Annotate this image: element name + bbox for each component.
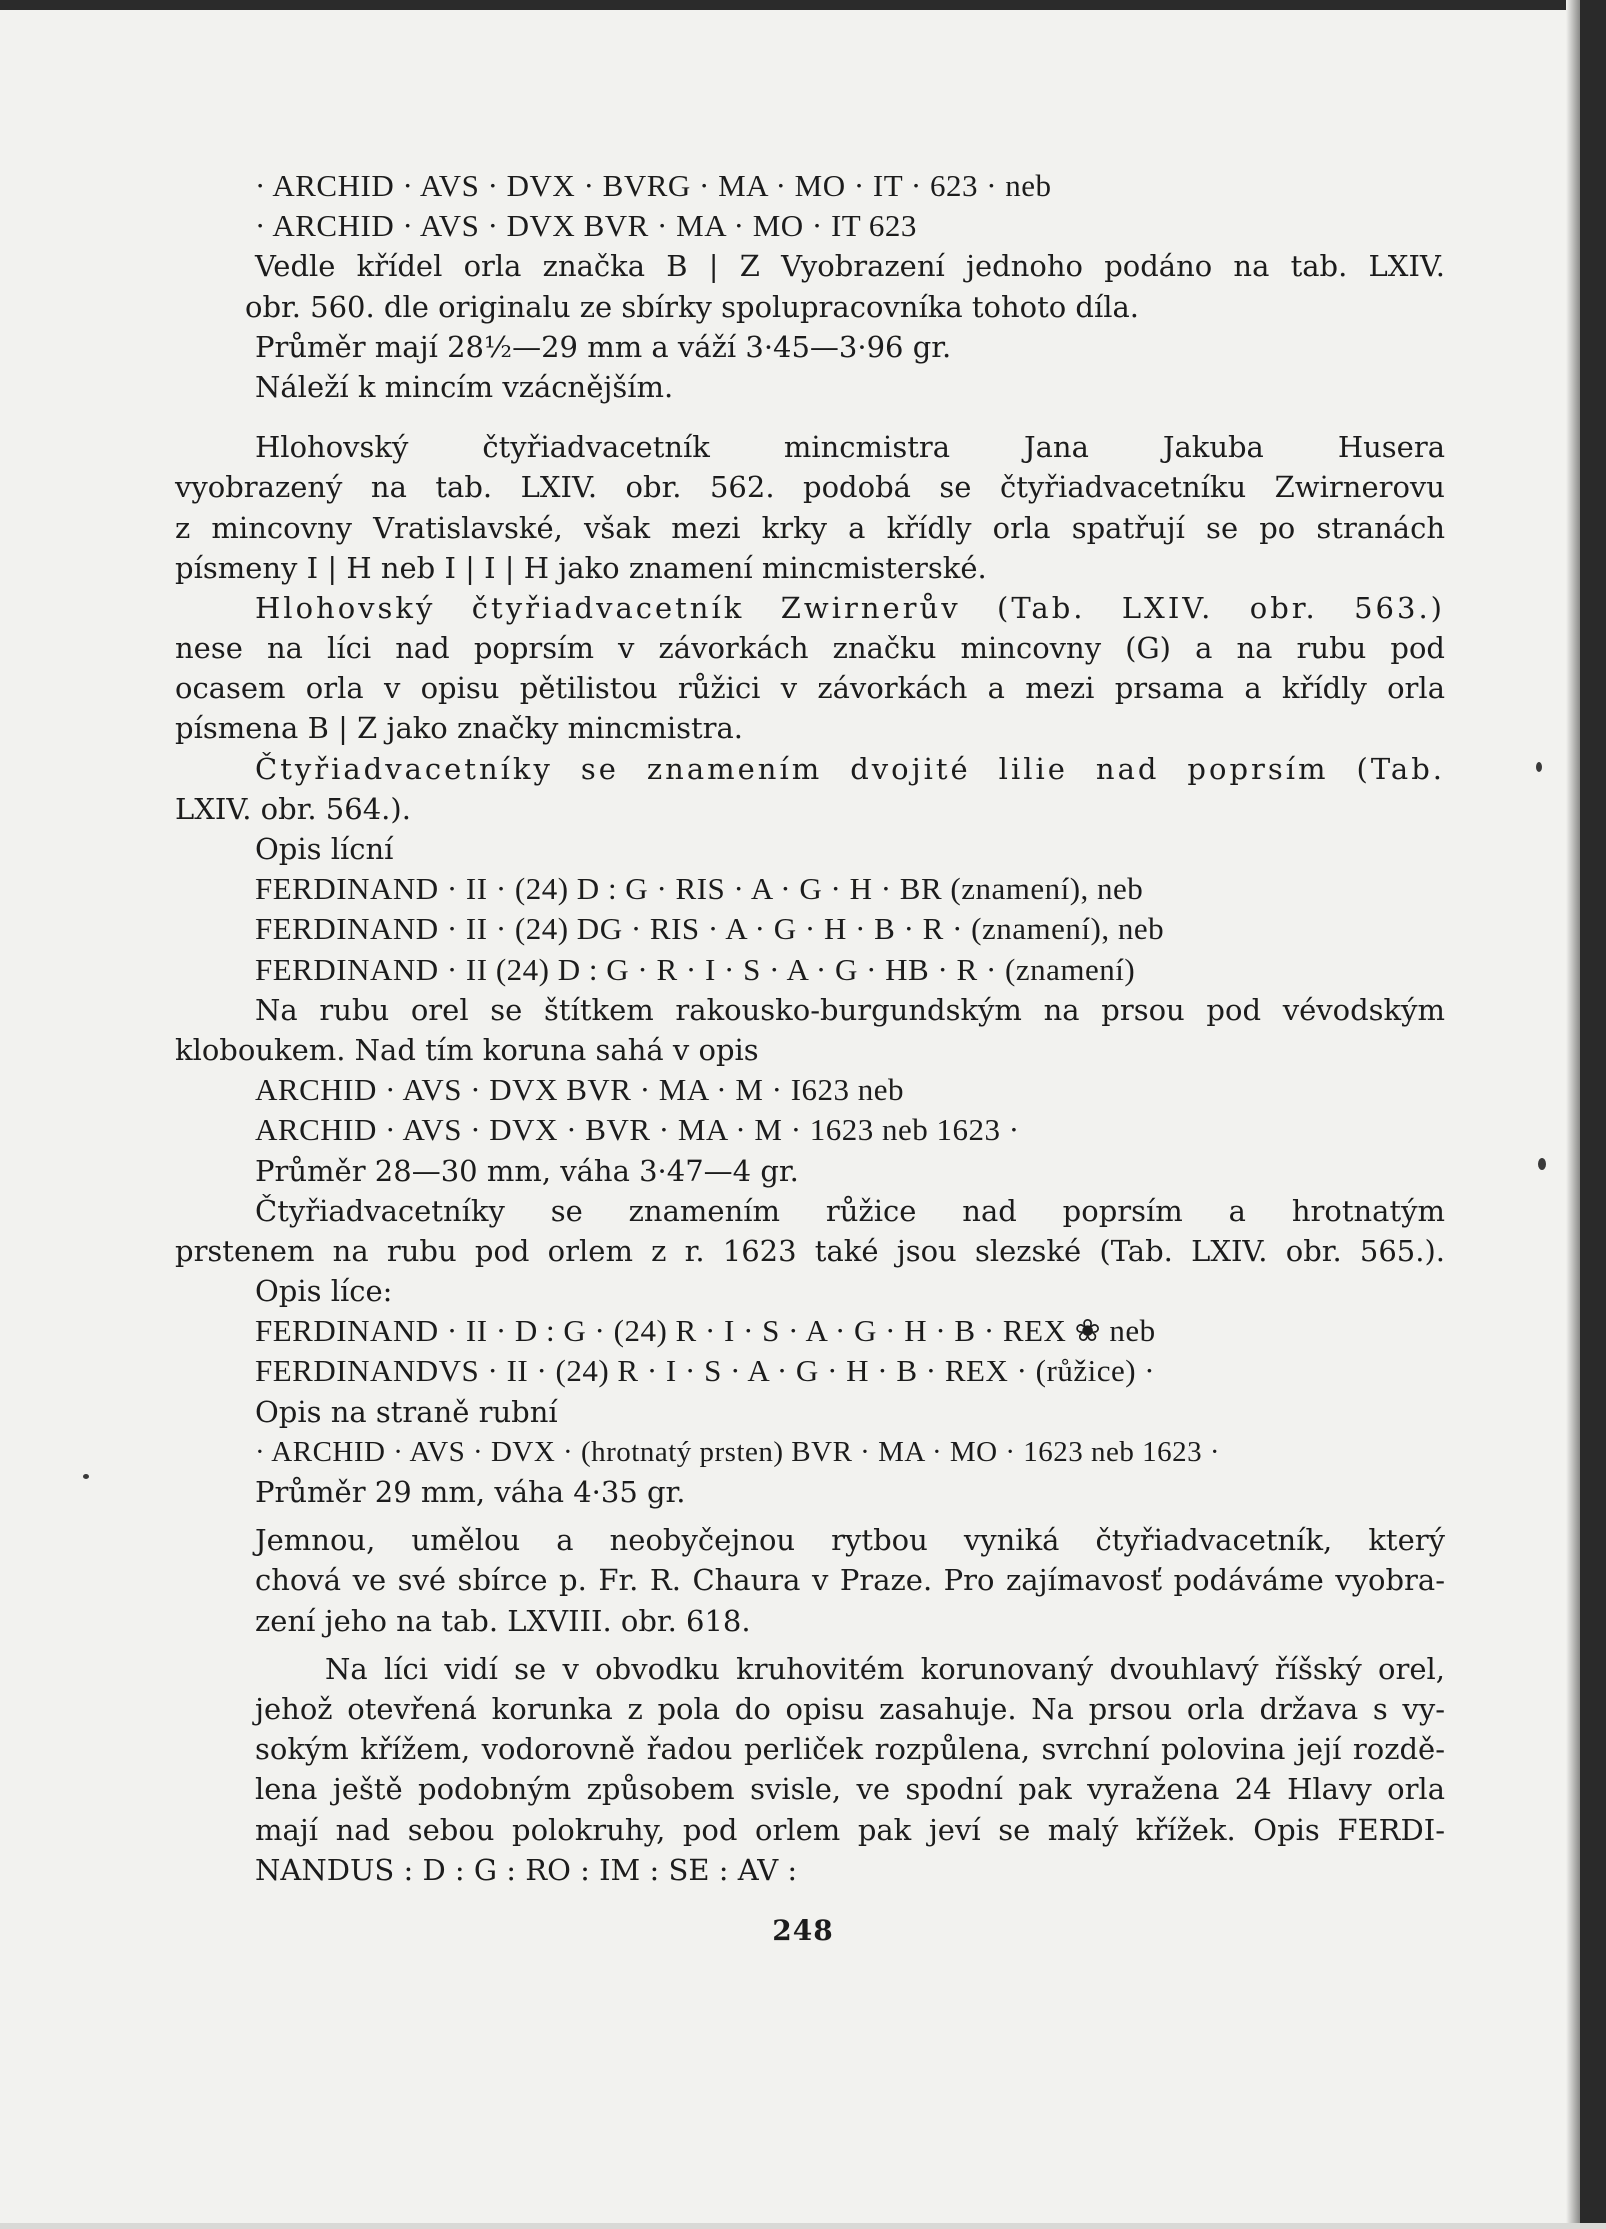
text-line: Na rubu orel se štítkem rakousko-burgundským na prsou pod vévodským (255, 992, 1445, 1027)
text-line: LXIV. obr. 564.). (175, 791, 411, 826)
text-line: NANDUS : D : G : RO : IM : SE : AV : (255, 1852, 798, 1887)
scan-edge-top (0, 0, 1606, 10)
page-number: 248 (772, 1914, 834, 1947)
text-line: Opis na straně rubní (255, 1394, 558, 1429)
legend-line: · ARCHID · AVS · DVX · (hrotnatý prsten) BVR · MA · MO · 1623 neb 1623 · (255, 1435, 1221, 1468)
text-line: sokým křížem, vodorovně řadou perliček rozpůlena, svrchní polovina její rozdě- (255, 1732, 1445, 1767)
legend-line: FERDINAND · II · (24) D : G · RIS · A · G · H · BR (znamení), neb (255, 871, 1144, 907)
page-body (175, 166, 1445, 1890)
text-line: lena ještě podobným způsobem svisle, ve spodní pak vyražena 24 Hlavy orla (255, 1772, 1445, 1807)
scan-edge-right (1580, 0, 1606, 2229)
text-line: zení jeho na tab. LXVIII. obr. 618. (255, 1603, 751, 1638)
text-line: Vedle křídel orla značka B | Z Vyobrazení jednoho podáno na tab. LXIV. (255, 249, 1445, 284)
text-line: chová ve své sbírce p. Fr. R. Chaura v Praze. Pro zajímavosť podáváme vyobra- (255, 1563, 1445, 1598)
text-line: Jemnou, umělou a neobyčejnou rytbou vyniká čtyřiadvacetník, který (255, 1523, 1445, 1558)
text-line: Čtyřiadvacetníky se znamením dvojité lilie nad poprsím (Tab. (255, 751, 1445, 786)
text-line: prstenem na rubu pod orlem z r. 1623 také jsou slezské (Tab. LXIV. obr. 565.). (175, 1233, 1445, 1268)
paragraph-gap (255, 1512, 1445, 1520)
legend-line: FERDINAND · II (24) D : G · R · I · S · A · G · HB · R · (znamení) (255, 951, 1136, 987)
text-line: mají nad sebou polokruhy, pod orlem pak jeví se malý křížek. Opis FERDI- (255, 1812, 1445, 1847)
text-line: obr. 560. dle originalu ze sbírky spolupracovníka tohoto díla. (245, 289, 1140, 324)
text-line: Opis líce: (255, 1274, 393, 1309)
paragraph-gap (255, 407, 1445, 427)
text-line: Hlohovský čtyřiadvacetník Zwirnerův (Tab. LXIV. obr. 563.) (255, 590, 1445, 625)
text-line: Na líci vidí se v obvodku kruhovitém korunovaný dvouhlavý říšský orel, (325, 1651, 1445, 1686)
text-line: Hlohovský čtyřiadvacetník mincmistra Jana Jakuba Husera (255, 430, 1445, 465)
text-line: Průměr 28—30 mm, váha 3·47—4 gr. (255, 1153, 799, 1188)
legend-line: · ARCHID · AVS · DVX · BVRG · MA · MO · IT · 623 · neb (255, 168, 1052, 203)
text-line: Náleží k mincím vzácnějším. (255, 369, 674, 404)
scan-speck (1538, 1158, 1546, 1170)
legend-line: FERDINAND · II · (24) DG · RIS · A · G · H · B · R · (znamení), neb (255, 911, 1165, 947)
text-line: Průměr 29 mm, váha 4·35 gr. (255, 1475, 686, 1509)
text-line: kloboukem. Nad tím koruna sahá v opis (175, 1032, 759, 1067)
text-line: Průměr mají 28½—29 mm a váží 3·45—3·96 gr. (255, 329, 952, 364)
text-line: jehož otevřená korunka z pola do opisu zasahuje. Na prsou orla država s vy- (255, 1691, 1445, 1726)
scan-shadow-right (1566, 0, 1580, 2229)
text-line: písmena B | Z jako značky mincmistra. (175, 711, 744, 746)
scan-edge-bottom (0, 2223, 1606, 2229)
text-line: Opis lícní (255, 832, 394, 866)
text-line: z mincovny Vratislavské, však mezi krky a křídly orla spatřují se po stranách (175, 510, 1445, 545)
text-line: nese na líci nad poprsím v závorkách značku mincovny (G) a na rubu pod (175, 631, 1445, 666)
text-line: vyobrazený na tab. LXIV. obr. 562. podobá se čtyřiadvacetníku Zwirnerovu (175, 470, 1445, 505)
text-line: ocasem orla v opisu pětilistou růžici v závorkách a mezi prsama a křídly orla (175, 671, 1445, 706)
text-line: písmeny I | H neb I | I | H jako znamení mincmisterské. (175, 550, 987, 585)
legend-line: FERDINAND · II · D : G · (24) R · I · S · A · G · H · B · REX ❀ neb (255, 1313, 1156, 1349)
legend-line: FERDINANDVS · II · (24) R · I · S · A · G · H · B · REX · (růžice) · (255, 1353, 1156, 1389)
text-line: Čtyřiadvacetníky se znamením růžice nad poprsím a hrotnatým (255, 1193, 1445, 1228)
legend-line: ARCHID · AVS · DVX · BVR · MA · M · 1623 neb 1623 · (255, 1112, 1020, 1148)
scan-speck (83, 1474, 89, 1479)
paragraph-gap (255, 1641, 1445, 1649)
legend-line: ARCHID · AVS · DVX BVR · MA · M · I623 neb (255, 1072, 905, 1108)
legend-line: · ARCHID · AVS · DVX BVR · MA · MO · IT 623 (255, 208, 917, 244)
scan-speck (1536, 762, 1542, 772)
